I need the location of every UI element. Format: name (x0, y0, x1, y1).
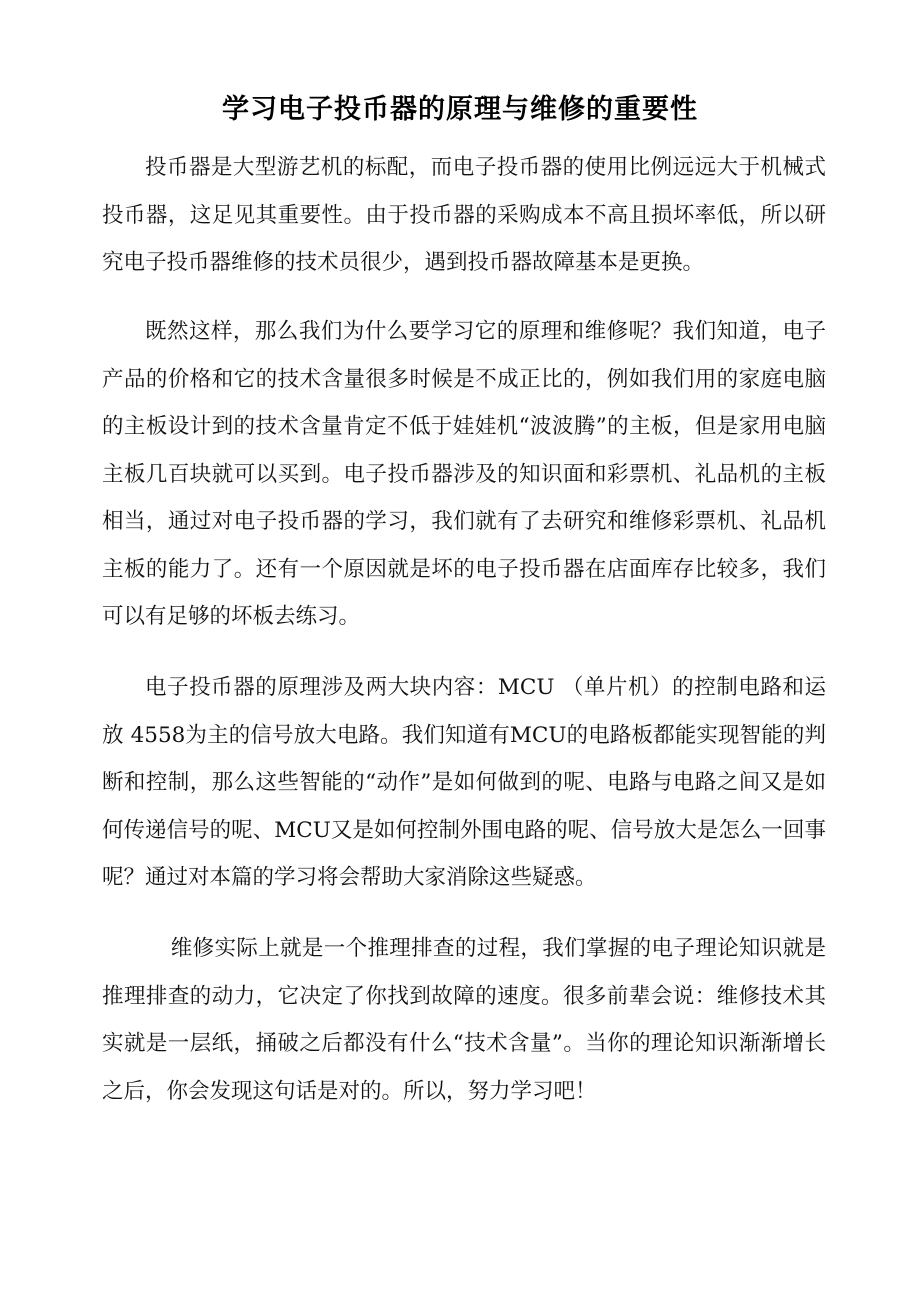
paragraph-1: 投币器是大型游艺机的标配，而电子投币器的使用比例远远大于机械式投币器，这足见其重要性。由于投币器的采购成本不高且损坏率低，所以研究电子投币器维修的技术员很少，遇到投币器故障基本是更换。 (102, 155, 826, 275)
document-title: 学习电子投币器的原理与维修的重要性 (222, 94, 698, 125)
paragraph-4: 维修实际上就是一个推理排查的过程，我们掌握的电子理论知识就是推理排查的动力，它决定了你找到故障的速度。很多前辈会说：维修技术其实就是一层纸，捅破之后都没有什么“技术含量”。当你的理论知识渐渐增长之后，你会发现这句话是对的。所以，努力学习吧！ (102, 936, 826, 1104)
paragraph-3: 电子投币器的原理涉及两大块内容：MCU （单片机）的控制电路和运放 4558为主的信号放大电路。我们知道有MCU的电路板都能实现智能的判断和控制，那么这些智能的“动作”是如何做到的呢、电路与电路之间又是如何传递信号的呢、MCU又是如何控制外围电路的呢、信号放大是怎么一回事呢？通过对本篇的学习将会帮助大家消除这些疑惑。 (102, 675, 826, 890)
paragraph-2: 既然这样，那么我们为什么要学习它的原理和维修呢？我们知道，电子产品的价格和它的技术含量很多时候是不成正比的，例如我们用的家庭电脑的主板设计到的技术含量肯定不低于娃娃机“波波腾”的主板，但是家用电脑主板几百块就可以买到。电子投币器涉及的知识面和彩票机、礼品机的主板相当，通过对电子投币器的学习，我们就有了去研究和维修彩票机、礼品机主板的能力了。还有一个原因就是坏的电子投币器在店面库存比较多，我们可以有足够的坏板去练习。 (102, 319, 826, 629)
